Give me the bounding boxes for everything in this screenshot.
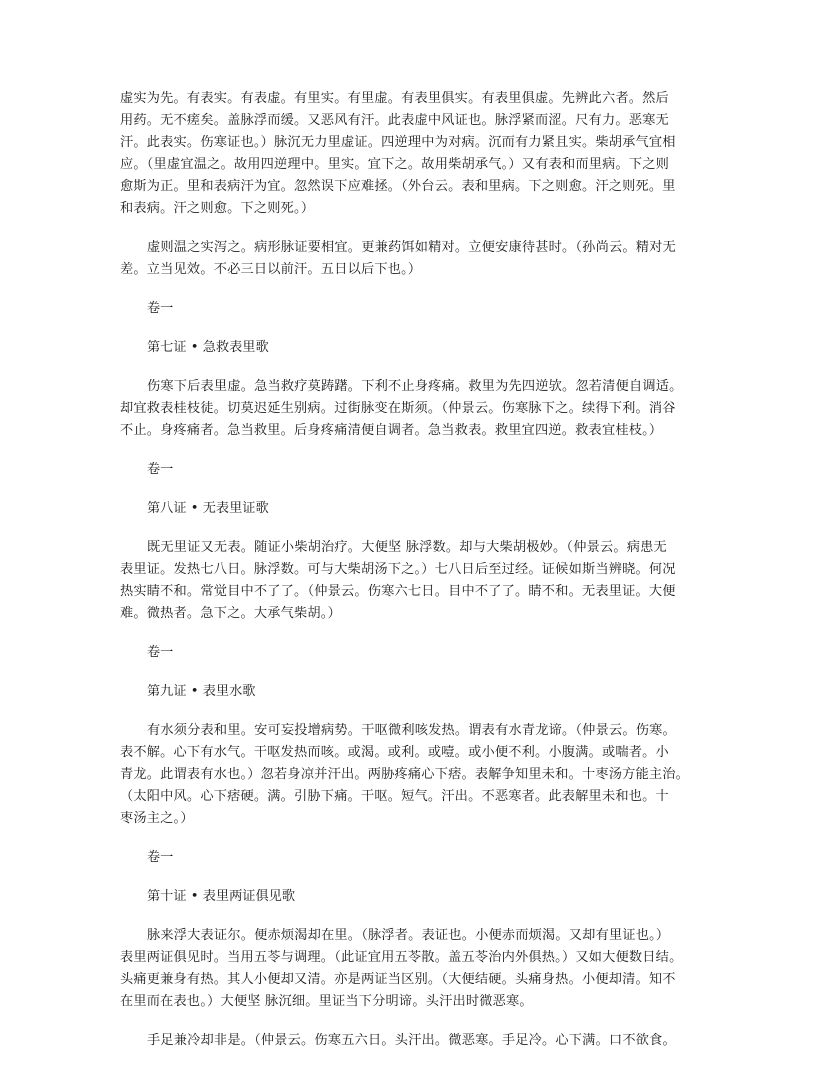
paragraph	[120, 925, 700, 1013]
paragraph-line: 脉来浮大表证尔。便赤烦渴却在里。（脉浮者。表证也。小便赤而烦渴。又却有里证也。）	[147, 928, 670, 943]
paragraph	[120, 88, 700, 220]
section-title: 第八证 • 无表里证歌	[147, 501, 269, 516]
paragraph-line: 差。立当见效。不必三日以前汗。五日以后下也。）	[120, 262, 422, 277]
paragraph-line: 用药。无不瘥矣。盖脉浮而缓。又恶风有汗。此表虚中风证也。脉浮紧而涩。尺有力。恶寒无	[120, 113, 669, 128]
paragraph-line: 表里两证俱见时。当用五苓与调理。（此证宜用五苓散。盖五苓治内外俱热。）又如大便数日结。	[120, 950, 683, 965]
paragraph-line: （太阳中风。心下痞硬。满。引胁下痛。干呕。短气。汗出。不恶寒者。此表解里未和也。十	[120, 789, 669, 804]
paragraph-line: 虚实为先。有表实。有表虚。有里实。有里虚。有表里俱实。有表里俱虚。先辨此六者。然后	[120, 91, 669, 106]
paragraph-line: 有水须分表和里。安可妄投增病势。干呕微利咳发热。谓表有水青龙谛。（仲景云。伤寒。	[147, 723, 676, 738]
paragraph-line: 头痛更兼身有热。其人小便却又清。亦是两证当区别。（大便结硬。头痛身热。小便却清。知不	[120, 972, 676, 987]
paragraph-line: 热实睛不和。常觉目中不了了。（仲景云。伤寒六七日。目中不了了。睛不和。无表里证。大便	[120, 584, 676, 599]
paragraph	[120, 537, 700, 625]
paragraph	[120, 720, 700, 830]
volume-label: 卷一	[147, 462, 174, 477]
section-title: 第七证 • 急救表里歌	[147, 340, 269, 355]
paragraph-line: 却宜救表桂枝徒。切莫迟延生别病。过街脉变在斯须。（仲景云。伤寒脉下之。续得下利。消谷	[120, 401, 676, 416]
paragraph-line: 汗。此表实。伤寒证也。）脉沉无力里虚证。四逆理中为对病。沉而有力紧且实。柴胡承气宜相	[120, 135, 676, 150]
paragraph-line: 愈斯为正。里和表病汗为宜。忽然误下应难拯。（外台云。表和里病。下之则愈。汗之则死。里	[120, 179, 676, 194]
paragraph-line: 表不解。心下有水气。干呕发热而咳。或渴。或利。或噎。或小便不利。小腹满。或喘者。小	[120, 745, 669, 760]
paragraph-line: 应。（里虚宜温之。故用四逆理中。里实。宜下之。故用柴胡承气。）又有表和而里病。下之则	[120, 157, 670, 172]
paragraph-line: 和表病。汗之则愈。下之则死。）	[120, 201, 315, 216]
paragraph-line: 虚则温之实泻之。病形脉证要相宜。更兼药饵如精对。立便安康待甚时。（孙尚云。精对无	[147, 240, 676, 255]
paragraph-line: 伤寒下后表里虚。急当救疗莫踌躇。下利不止身疼痛。救里为先四逆欤。忽若清便自调适。	[147, 379, 683, 394]
paragraph-line: 表里证。发热七八日。脉浮数。可与大柴胡汤下之。）七八日后至过经。证候如斯当辨晓。何况	[120, 562, 676, 577]
volume-label: 卷一	[147, 301, 174, 316]
section-title: 第九证 • 表里水歌	[147, 684, 256, 699]
paragraph-line: 枣汤主之。）	[120, 811, 194, 826]
paragraph-line: 在里而在表也。）大便坚 脉沉细。里证当下分明谛。头汗出时微恶寒。	[120, 994, 533, 1009]
paragraph-line: 青龙。此谓表有水也。）忽若身凉并汗出。两胁疼痛心下痞。表解争知里未和。十枣汤方能主治。	[120, 767, 690, 782]
paragraph	[120, 1030, 700, 1052]
section-title: 第十证 • 表里两证俱见歌	[147, 889, 296, 904]
paragraph	[120, 237, 700, 281]
document-page	[120, 88, 700, 1069]
volume-label: 卷一	[147, 850, 174, 865]
paragraph-line: 手足兼冷却非是。（仲景云。伤寒五六日。头汗出。微恶寒。手足冷。心下满。口不欲食。	[147, 1033, 676, 1048]
paragraph-line: 难。微热者。急下之。大承气柴胡。）	[120, 606, 341, 621]
paragraph-line: 既无里证又无表。随证小柴胡治疗。大便坚 脉浮数。却与大柴胡极妙。（仲景云。病患无	[147, 540, 667, 555]
paragraph-line: 不止。身疼痛者。急当救里。后身疼痛清便自调者。急当救表。救里宜四逆。救表宜桂枝。）	[120, 423, 663, 438]
paragraph	[120, 376, 700, 442]
volume-label: 卷一	[147, 645, 174, 660]
